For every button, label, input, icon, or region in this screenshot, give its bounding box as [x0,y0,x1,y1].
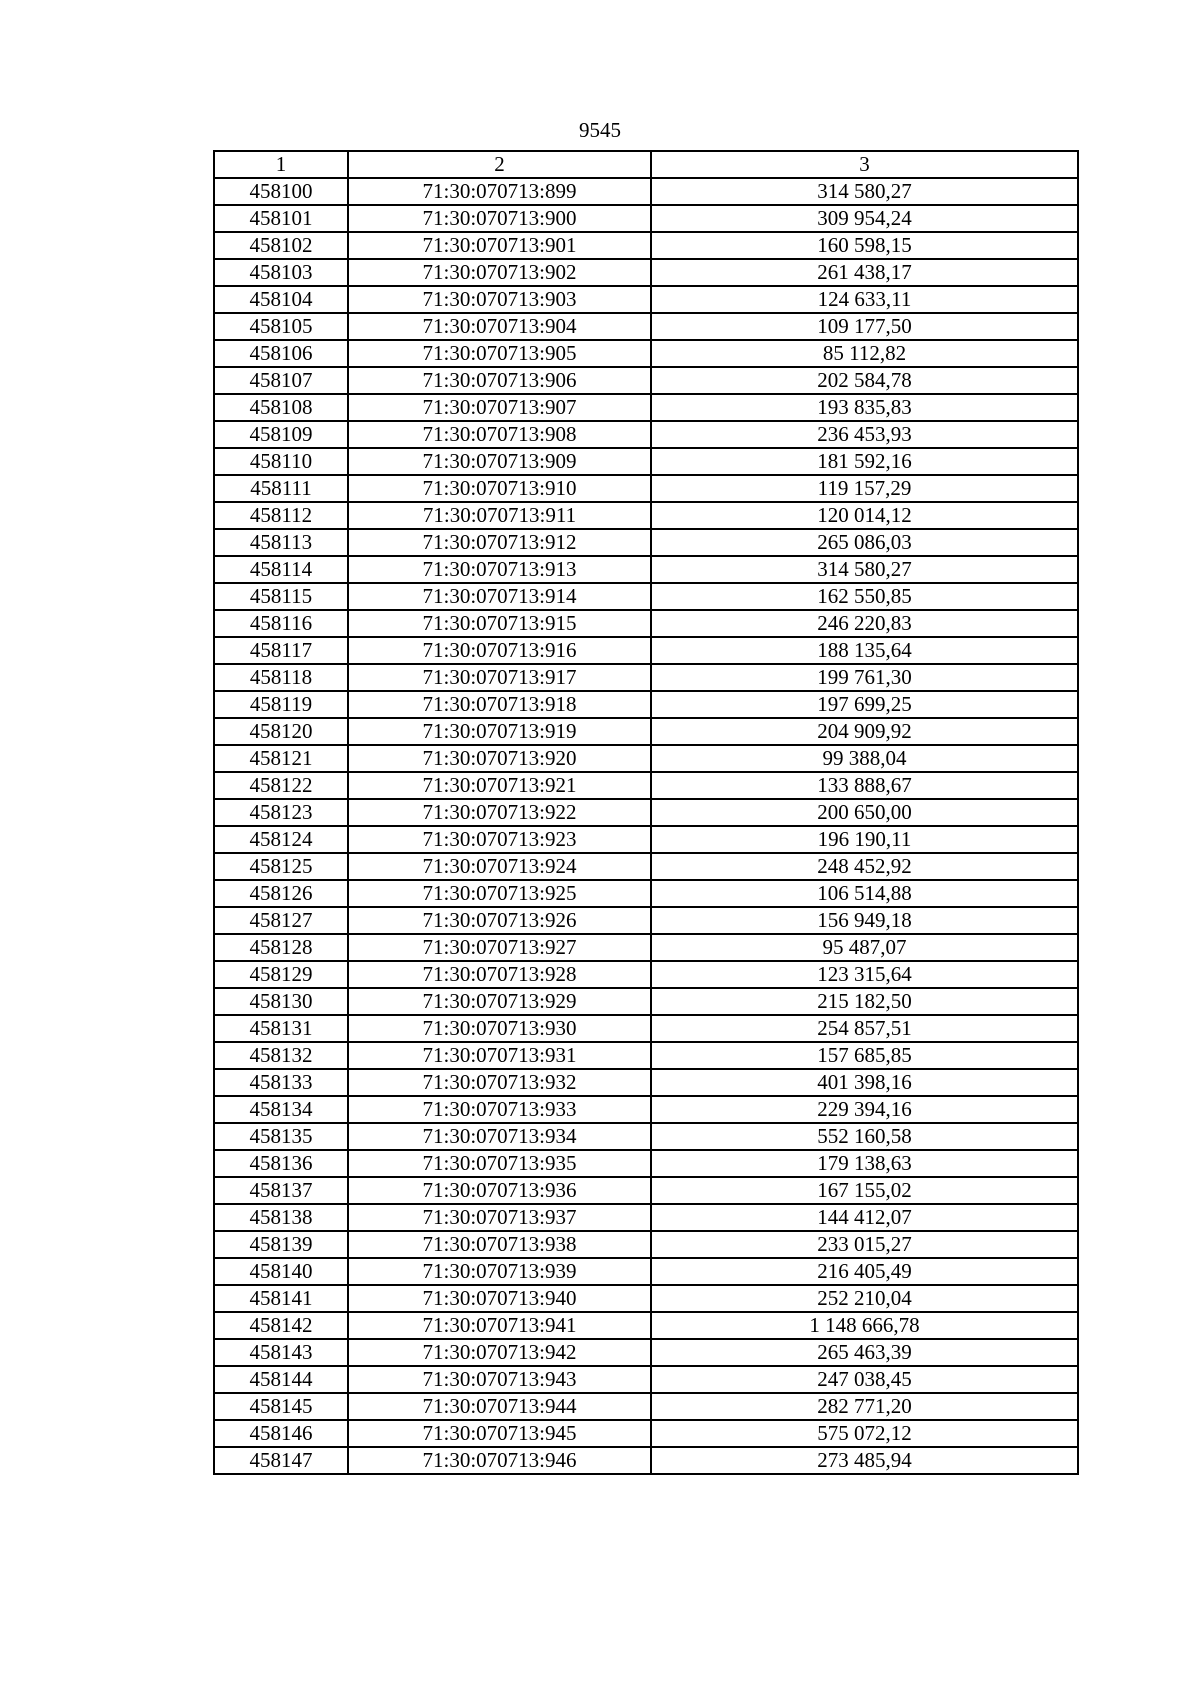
row-number-cell: 458118 [214,664,348,691]
value-cell: 261 438,17 [651,259,1078,286]
value-cell: 202 584,78 [651,367,1078,394]
cadastral-number-cell: 71:30:070713:899 [348,178,651,205]
table-row [214,1366,1078,1393]
row-number-cell: 458129 [214,961,348,988]
value-cell: 196 190,11 [651,826,1078,853]
cadastral-number-cell: 71:30:070713:929 [348,988,651,1015]
cadastral-number-cell: 71:30:070713:939 [348,1258,651,1285]
value-cell: 188 135,64 [651,637,1078,664]
table-row [214,421,1078,448]
cadastral-number-cell: 71:30:070713:918 [348,691,651,718]
cadastral-number-cell: 71:30:070713:926 [348,907,651,934]
value-cell: 106 514,88 [651,880,1078,907]
cadastral-number-cell: 71:30:070713:901 [348,232,651,259]
row-number-cell: 458132 [214,1042,348,1069]
value-cell: 254 857,51 [651,1015,1078,1042]
table-row [214,799,1078,826]
table-row [214,232,1078,259]
column-header: 2 [348,151,651,178]
table-row [214,934,1078,961]
table-row [214,745,1078,772]
table-row [214,826,1078,853]
row-number-cell: 458103 [214,259,348,286]
cadastral-number-cell: 71:30:070713:940 [348,1285,651,1312]
row-number-cell: 458123 [214,799,348,826]
column-header: 3 [651,151,1078,178]
table-row [214,340,1078,367]
cadastral-number-cell: 71:30:070713:936 [348,1177,651,1204]
row-number-cell: 458107 [214,367,348,394]
row-number-cell: 458128 [214,934,348,961]
table-row [214,178,1078,205]
row-number-cell: 458120 [214,718,348,745]
table-header-row [214,151,1078,178]
row-number-cell: 458106 [214,340,348,367]
table-row [214,367,1078,394]
table-row [214,880,1078,907]
cadastral-number-cell: 71:30:070713:944 [348,1393,651,1420]
table-row [214,1285,1078,1312]
table-row [214,772,1078,799]
value-cell: 181 592,16 [651,448,1078,475]
value-cell: 309 954,24 [651,205,1078,232]
value-cell: 216 405,49 [651,1258,1078,1285]
value-cell: 236 453,93 [651,421,1078,448]
table-row [214,637,1078,664]
table-row [214,1393,1078,1420]
table-row [214,475,1078,502]
table-row [214,907,1078,934]
cadastral-number-cell: 71:30:070713:937 [348,1204,651,1231]
table-row [214,394,1078,421]
value-cell: 233 015,27 [651,1231,1078,1258]
table-row [214,961,1078,988]
cadastral-number-cell: 71:30:070713:923 [348,826,651,853]
cadastral-number-cell: 71:30:070713:910 [348,475,651,502]
cadastral-number-cell: 71:30:070713:917 [348,664,651,691]
table-body [214,151,1078,1474]
table-row [214,1312,1078,1339]
value-cell: 314 580,27 [651,178,1078,205]
row-number-cell: 458135 [214,1123,348,1150]
cadastral-number-cell: 71:30:070713:930 [348,1015,651,1042]
value-cell: 119 157,29 [651,475,1078,502]
row-number-cell: 458133 [214,1069,348,1096]
table-row [214,691,1078,718]
value-cell: 95 487,07 [651,934,1078,961]
table-row [214,1177,1078,1204]
value-cell: 193 835,83 [651,394,1078,421]
cadastral-number-cell: 71:30:070713:900 [348,205,651,232]
table-row [214,853,1078,880]
row-number-cell: 458110 [214,448,348,475]
row-number-cell: 458146 [214,1420,348,1447]
cadastral-number-cell: 71:30:070713:903 [348,286,651,313]
row-number-cell: 458124 [214,826,348,853]
row-number-cell: 458102 [214,232,348,259]
value-cell: 200 650,00 [651,799,1078,826]
row-number-cell: 458117 [214,637,348,664]
cadastral-number-cell: 71:30:070713:915 [348,610,651,637]
row-number-cell: 458105 [214,313,348,340]
value-cell: 247 038,45 [651,1366,1078,1393]
table-row [214,1069,1078,1096]
cadastral-number-cell: 71:30:070713:913 [348,556,651,583]
row-number-cell: 458127 [214,907,348,934]
row-number-cell: 458119 [214,691,348,718]
value-cell: 273 485,94 [651,1447,1078,1474]
table-row [214,1339,1078,1366]
value-cell: 248 452,92 [651,853,1078,880]
cadastral-number-cell: 71:30:070713:912 [348,529,651,556]
value-cell: 552 160,58 [651,1123,1078,1150]
value-cell: 265 463,39 [651,1339,1078,1366]
row-number-cell: 458143 [214,1339,348,1366]
value-cell: 123 315,64 [651,961,1078,988]
cadastral-number-cell: 71:30:070713:908 [348,421,651,448]
value-cell: 215 182,50 [651,988,1078,1015]
row-number-cell: 458121 [214,745,348,772]
cadastral-number-cell: 71:30:070713:931 [348,1042,651,1069]
value-cell: 162 550,85 [651,583,1078,610]
cadastral-number-cell: 71:30:070713:911 [348,502,651,529]
cadastral-number-cell: 71:30:070713:943 [348,1366,651,1393]
row-number-cell: 458108 [214,394,348,421]
table-row [214,502,1078,529]
cadastral-number-cell: 71:30:070713:935 [348,1150,651,1177]
table-row [214,583,1078,610]
value-cell: 133 888,67 [651,772,1078,799]
row-number-cell: 458147 [214,1447,348,1474]
value-cell: 109 177,50 [651,313,1078,340]
value-cell: 157 685,85 [651,1042,1078,1069]
table-row [214,313,1078,340]
table-row [214,205,1078,232]
table-row [214,448,1078,475]
table-row [214,1096,1078,1123]
cadastral-number-cell: 71:30:070713:924 [348,853,651,880]
row-number-cell: 458113 [214,529,348,556]
row-number-cell: 458114 [214,556,348,583]
value-cell: 575 072,12 [651,1420,1078,1447]
value-cell: 401 398,16 [651,1069,1078,1096]
row-number-cell: 458138 [214,1204,348,1231]
cadastral-number-cell: 71:30:070713:909 [348,448,651,475]
table-row [214,529,1078,556]
cadastral-number-cell: 71:30:070713:932 [348,1069,651,1096]
table-row [214,664,1078,691]
row-number-cell: 458122 [214,772,348,799]
row-number-cell: 458125 [214,853,348,880]
value-cell: 85 112,82 [651,340,1078,367]
row-number-cell: 458111 [214,475,348,502]
row-number-cell: 458116 [214,610,348,637]
cadastral-number-cell: 71:30:070713:938 [348,1231,651,1258]
row-number-cell: 458144 [214,1366,348,1393]
table-row [214,1042,1078,1069]
table-row [214,1447,1078,1474]
cadastral-number-cell: 71:30:070713:927 [348,934,651,961]
row-number-cell: 458140 [214,1258,348,1285]
table-row [214,556,1078,583]
cadastral-number-cell: 71:30:070713:945 [348,1420,651,1447]
cadastral-number-cell: 71:30:070713:921 [348,772,651,799]
cadastral-number-cell: 71:30:070713:941 [348,1312,651,1339]
row-number-cell: 458142 [214,1312,348,1339]
value-cell: 124 633,11 [651,286,1078,313]
table-row [214,1015,1078,1042]
cadastral-number-cell: 71:30:070713:919 [348,718,651,745]
cadastral-number-cell: 71:30:070713:928 [348,961,651,988]
row-number-cell: 458100 [214,178,348,205]
cadastral-number-cell: 71:30:070713:916 [348,637,651,664]
table-row [214,1420,1078,1447]
table-row [214,1123,1078,1150]
row-number-cell: 458139 [214,1231,348,1258]
row-number-cell: 458101 [214,205,348,232]
value-cell: 229 394,16 [651,1096,1078,1123]
cadastral-number-cell: 71:30:070713:904 [348,313,651,340]
value-cell: 204 909,92 [651,718,1078,745]
cadastral-number-cell: 71:30:070713:905 [348,340,651,367]
table-row [214,1258,1078,1285]
value-cell: 1 148 666,78 [651,1312,1078,1339]
page-number: 9545 [579,118,621,142]
table-row [214,259,1078,286]
registry-table [213,150,1079,1475]
value-cell: 160 598,15 [651,232,1078,259]
table-row [214,1150,1078,1177]
cadastral-number-cell: 71:30:070713:942 [348,1339,651,1366]
row-number-cell: 458104 [214,286,348,313]
value-cell: 246 220,83 [651,610,1078,637]
cadastral-number-cell: 71:30:070713:922 [348,799,651,826]
cadastral-number-cell: 71:30:070713:934 [348,1123,651,1150]
row-number-cell: 458112 [214,502,348,529]
value-cell: 179 138,63 [651,1150,1078,1177]
value-cell: 197 699,25 [651,691,1078,718]
value-cell: 314 580,27 [651,556,1078,583]
row-number-cell: 458136 [214,1150,348,1177]
column-header: 1 [214,151,348,178]
cadastral-number-cell: 71:30:070713:946 [348,1447,651,1474]
row-number-cell: 458126 [214,880,348,907]
row-number-cell: 458131 [214,1015,348,1042]
cadastral-number-cell: 71:30:070713:933 [348,1096,651,1123]
row-number-cell: 458115 [214,583,348,610]
cadastral-number-cell: 71:30:070713:906 [348,367,651,394]
value-cell: 120 014,12 [651,502,1078,529]
value-cell: 167 155,02 [651,1177,1078,1204]
cadastral-number-cell: 71:30:070713:907 [348,394,651,421]
value-cell: 144 412,07 [651,1204,1078,1231]
value-cell: 282 771,20 [651,1393,1078,1420]
table-row [214,1204,1078,1231]
row-number-cell: 458141 [214,1285,348,1312]
value-cell: 99 388,04 [651,745,1078,772]
cadastral-number-cell: 71:30:070713:902 [348,259,651,286]
cadastral-number-cell: 71:30:070713:920 [348,745,651,772]
table-row [214,988,1078,1015]
row-number-cell: 458134 [214,1096,348,1123]
cadastral-number-cell: 71:30:070713:925 [348,880,651,907]
row-number-cell: 458145 [214,1393,348,1420]
value-cell: 265 086,03 [651,529,1078,556]
row-number-cell: 458130 [214,988,348,1015]
table-row [214,610,1078,637]
row-number-cell: 458109 [214,421,348,448]
table-row [214,1231,1078,1258]
table-row [214,286,1078,313]
table-row [214,718,1078,745]
value-cell: 199 761,30 [651,664,1078,691]
cadastral-number-cell: 71:30:070713:914 [348,583,651,610]
row-number-cell: 458137 [214,1177,348,1204]
value-cell: 252 210,04 [651,1285,1078,1312]
value-cell: 156 949,18 [651,907,1078,934]
